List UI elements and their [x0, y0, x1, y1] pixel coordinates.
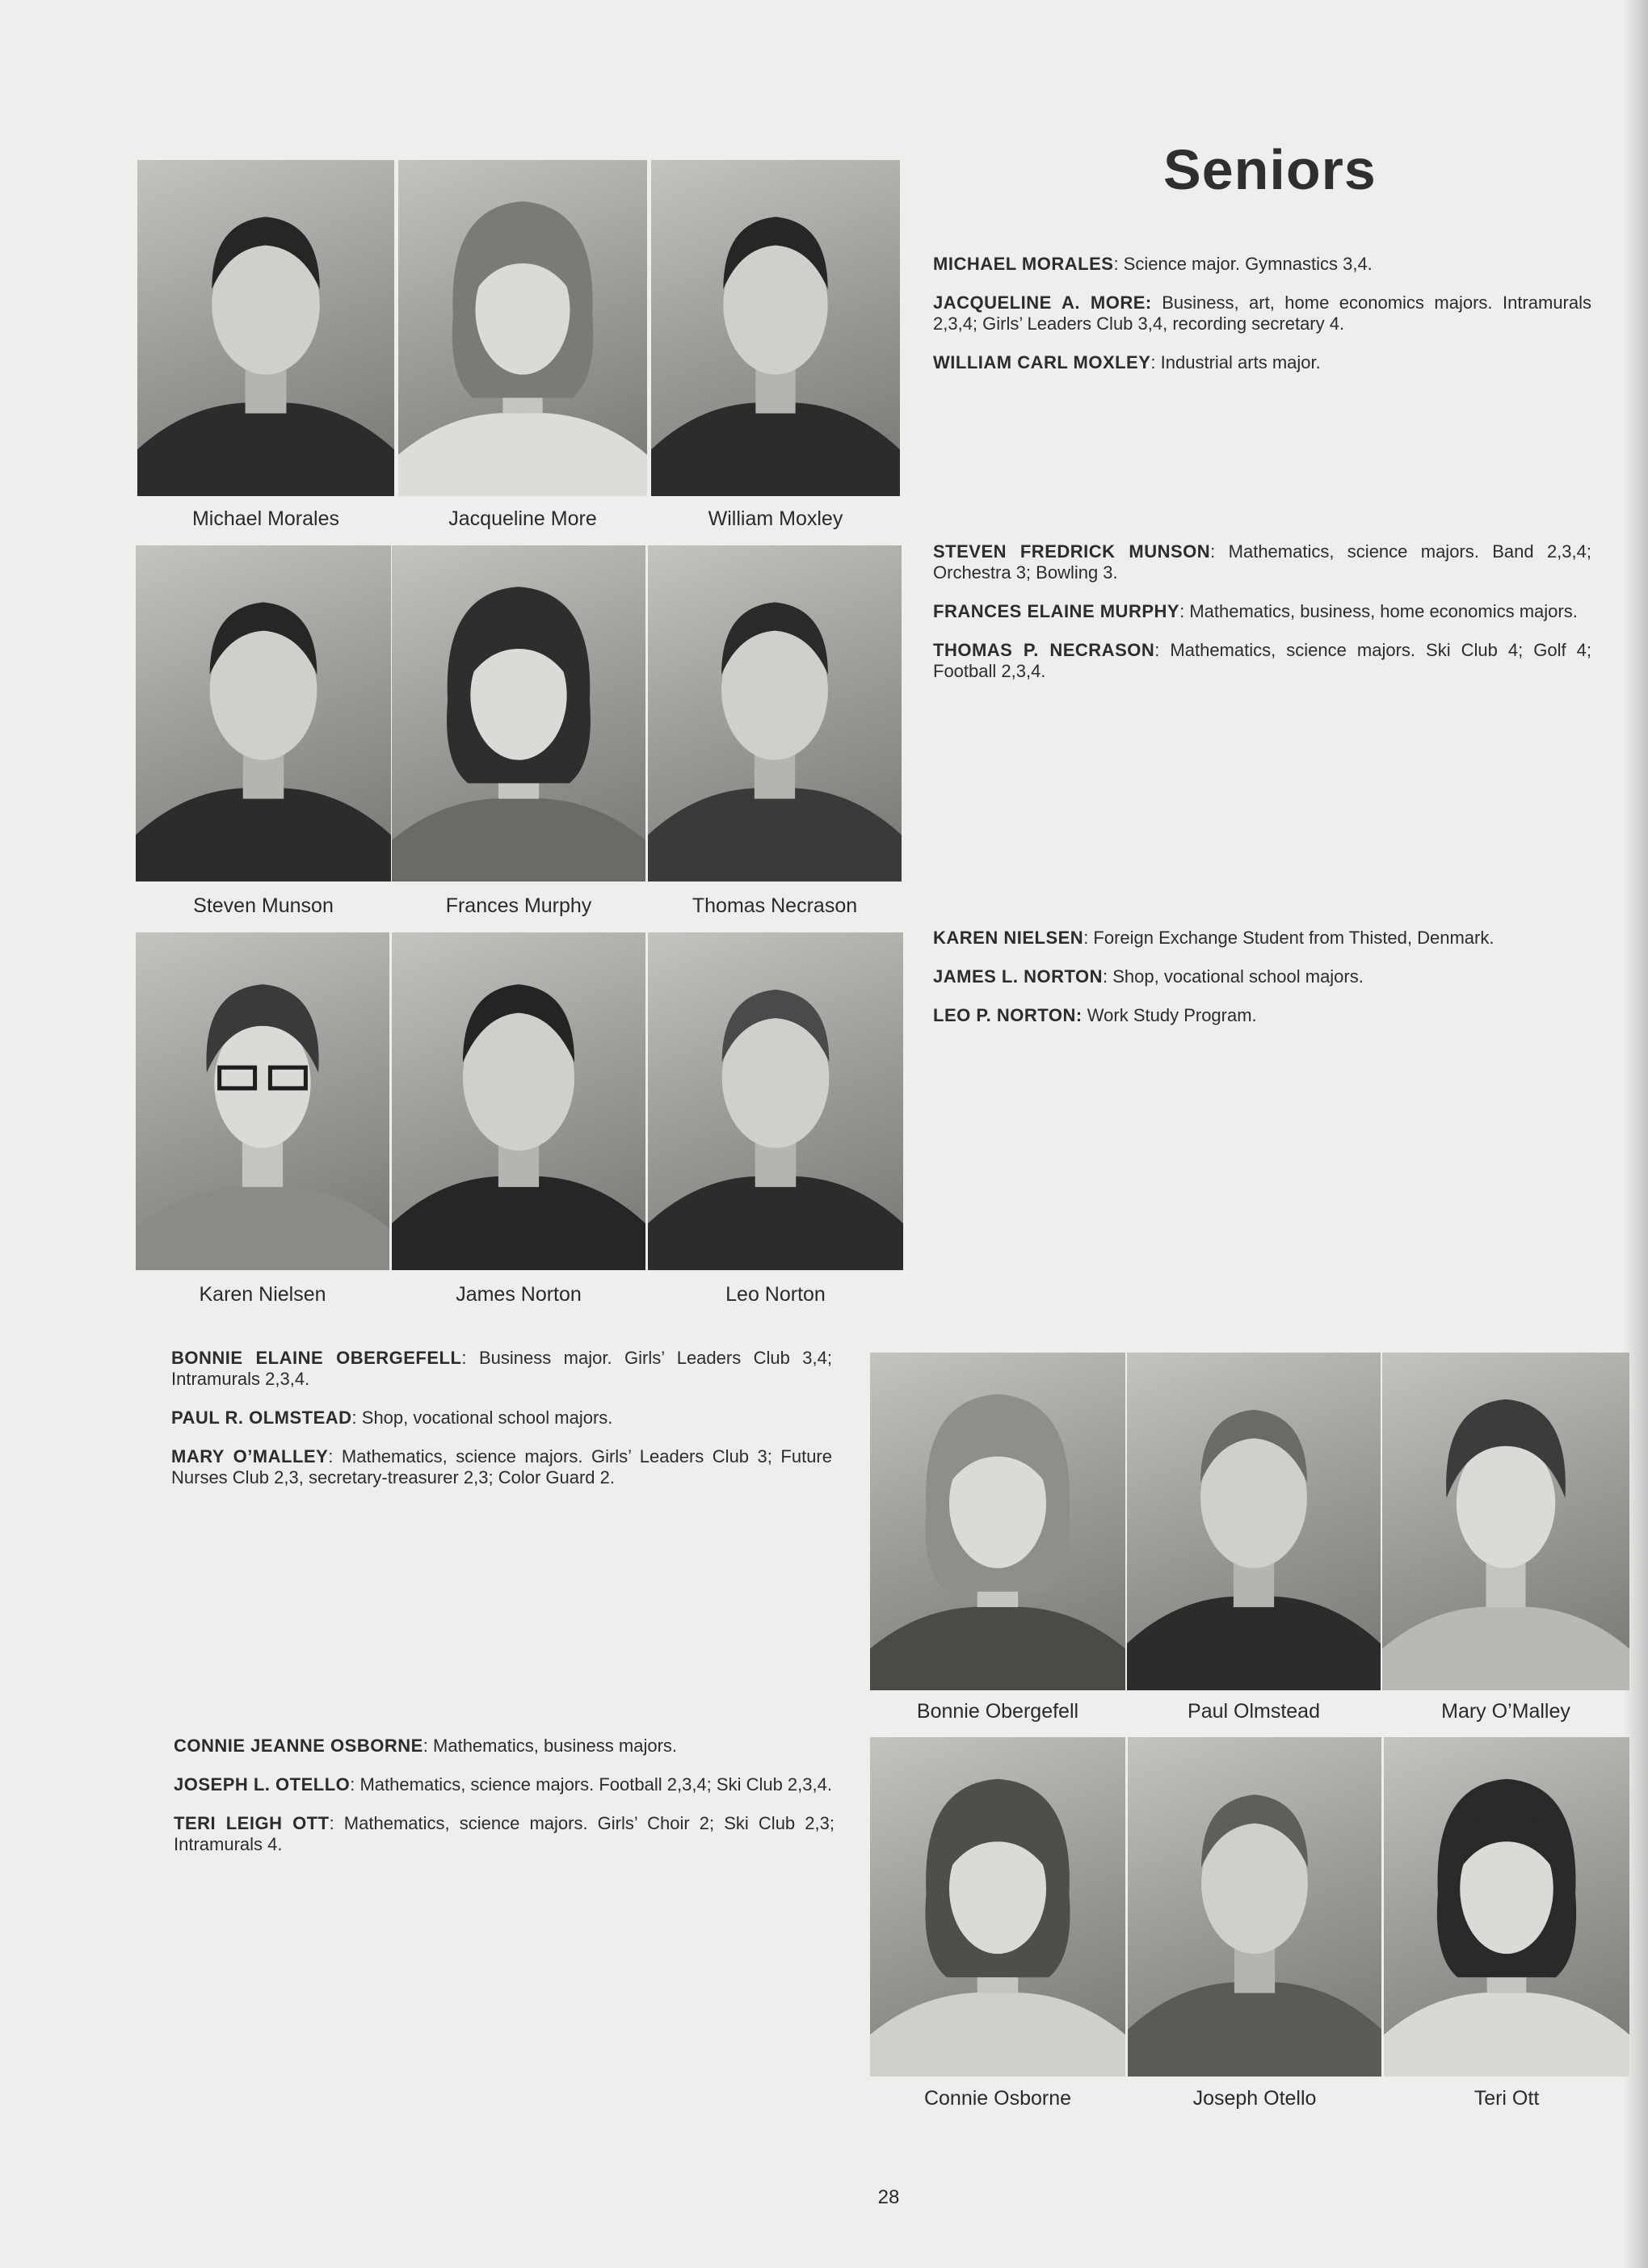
- portrait-caption: Karen Nielsen: [199, 1283, 326, 1306]
- portrait-caption: James Norton: [456, 1283, 582, 1306]
- bio-entry: [933, 640, 1591, 682]
- bio-entry: [174, 1813, 835, 1855]
- bio-entry: [171, 1408, 832, 1429]
- bio-text: Mathematics, science majors. Band 2,3,4; Orchestra 3; Bowling 3.: [933, 541, 1591, 583]
- bio-separator: :: [423, 1736, 434, 1756]
- bio-text: Shop, vocational school majors.: [1112, 966, 1364, 987]
- portrait-photo: [1128, 1737, 1381, 2077]
- bio-list: [174, 1736, 835, 1873]
- bio-list: [933, 928, 1591, 1044]
- bio-text: Business major. Girls’ Leaders Club 3,4; Intramurals 2,3,4.: [171, 1348, 832, 1389]
- bio-entry: [933, 352, 1591, 373]
- bio-entry: [933, 1005, 1591, 1026]
- bio-separator: :: [1210, 541, 1229, 562]
- portrait-photo: [1384, 1737, 1629, 2077]
- portrait-photo: [648, 545, 902, 882]
- bio-separator: :: [1103, 966, 1113, 987]
- bio-name: PAUL R. OLMSTEAD: [171, 1408, 352, 1428]
- page-title: Seniors: [1163, 138, 1377, 201]
- bio-separator: :: [1113, 254, 1124, 274]
- bio-text: Industrial arts major.: [1160, 352, 1321, 372]
- bio-entry: [933, 928, 1591, 949]
- bio-entry: [174, 1774, 835, 1795]
- portrait-photo: [870, 1353, 1125, 1690]
- portrait-caption: Mary O’Malley: [1441, 1700, 1570, 1723]
- bio-text: Foreign Exchange Student from Thisted, Denmark.: [1093, 928, 1495, 948]
- portrait-caption: Joseph Otello: [1192, 2087, 1317, 2110]
- bio-name: CONNIE JEANNE OSBORNE: [174, 1736, 423, 1756]
- bio-name: JAMES L. NORTON: [933, 966, 1104, 987]
- portrait-photo: [651, 160, 900, 496]
- bio-name: LEO P. NORTON:: [933, 1005, 1083, 1025]
- bio-separator: :: [351, 1408, 362, 1428]
- portrait-caption: Connie Osborne: [923, 2087, 1072, 2110]
- bio-text: Shop, vocational school majors.: [361, 1408, 613, 1428]
- portrait-photo: [1382, 1353, 1629, 1690]
- portrait-caption: Paul Olmstead: [1188, 1700, 1320, 1723]
- portrait-caption: Frances Murphy: [445, 894, 592, 917]
- portrait-caption: William Moxley: [708, 507, 843, 530]
- bio-list: [171, 1348, 832, 1506]
- portrait-photo: [870, 1737, 1125, 2077]
- bio-text: Mathematics, business, home economics majors.: [1189, 601, 1578, 621]
- portrait-photo: [392, 545, 645, 882]
- portrait-photo: [392, 932, 645, 1270]
- bio-name: BONNIE ELAINE OBERGEFELL: [171, 1348, 462, 1368]
- bio-name: THOMAS P. NECRASON: [933, 640, 1155, 660]
- bio-name: JACQUELINE A. MORE:: [933, 292, 1152, 313]
- bio-name: STEVEN FREDRICK MUNSON: [933, 541, 1211, 562]
- portrait-caption: Steven Munson: [193, 894, 334, 917]
- bio-name: MARY O’MALLEY: [171, 1446, 329, 1466]
- bio-text: Mathematics, science majors. Ski Club 4; Golf 4; Football 2,3,4.: [933, 640, 1592, 681]
- bio-text: Mathematics, science majors. Girls’ Leaders Club 3; Future Nurses Club 2,3, secretary-treasurer 2,3; Color Guard 2.: [171, 1446, 832, 1487]
- bio-entry: [171, 1446, 832, 1488]
- bio-text: Business, art, home economics majors. Intramurals 2,3,4; Girls’ Leaders Club 3,4, recording secretary 4.: [933, 292, 1592, 334]
- portrait-caption: Michael Morales: [191, 507, 339, 530]
- bio-entry: [933, 966, 1591, 987]
- bio-entry: [933, 601, 1591, 622]
- bio-text: Mathematics, science majors. Girls’ Choir 2; Ski Club 2,3; Intramurals 4.: [174, 1813, 835, 1854]
- bio-list: [933, 541, 1591, 700]
- bio-separator: :: [461, 1348, 479, 1368]
- portrait-photo: [136, 932, 389, 1270]
- bio-separator: :: [1150, 352, 1161, 372]
- bio-separator: :: [328, 1446, 342, 1466]
- portrait-caption: Jacqueline More: [448, 507, 597, 530]
- bio-separator: :: [350, 1774, 360, 1795]
- bio-list: [933, 254, 1591, 391]
- bio-entry: [174, 1736, 835, 1757]
- bio-entry: [933, 292, 1591, 335]
- bio-text: Mathematics, science majors. Football 2,3,4; Ski Club 2,3,4.: [359, 1774, 832, 1795]
- bio-name: WILLIAM CARL MOXLEY: [933, 352, 1151, 372]
- portrait-caption: Bonnie Obergefell: [916, 1700, 1079, 1723]
- bio-separator: :: [1179, 601, 1190, 621]
- portrait-caption: Thomas Necrason: [692, 894, 858, 917]
- portrait-photo: [1127, 1353, 1381, 1690]
- bio-entry: [933, 541, 1591, 583]
- portrait-photo: [398, 160, 647, 496]
- bio-separator: [1152, 292, 1162, 313]
- page-number: 28: [877, 2186, 900, 2208]
- bio-entry: [933, 254, 1591, 275]
- bio-name: FRANCES ELAINE MURPHY: [933, 601, 1180, 621]
- bio-separator: :: [1083, 928, 1094, 948]
- bio-text: Work Study Program.: [1087, 1005, 1257, 1025]
- bio-entry: [171, 1348, 832, 1390]
- portrait-photo: [136, 545, 391, 882]
- bio-name: TERI LEIGH OTT: [174, 1813, 330, 1833]
- bio-text: Mathematics, business majors.: [433, 1736, 678, 1756]
- portrait-caption: Teri Ott: [1474, 2087, 1540, 2110]
- bio-name: KAREN NIELSEN: [933, 928, 1084, 948]
- portrait-photo: [648, 932, 903, 1270]
- portrait-caption: Leo Norton: [725, 1283, 826, 1306]
- bio-separator: :: [329, 1813, 344, 1833]
- bio-text: Science major. Gymnastics 3,4.: [1123, 254, 1373, 274]
- portrait-photo: [137, 160, 394, 496]
- bio-separator: :: [1154, 640, 1171, 660]
- bio-name: MICHAEL MORALES: [933, 254, 1114, 274]
- bio-name: JOSEPH L. OTELLO: [174, 1774, 351, 1795]
